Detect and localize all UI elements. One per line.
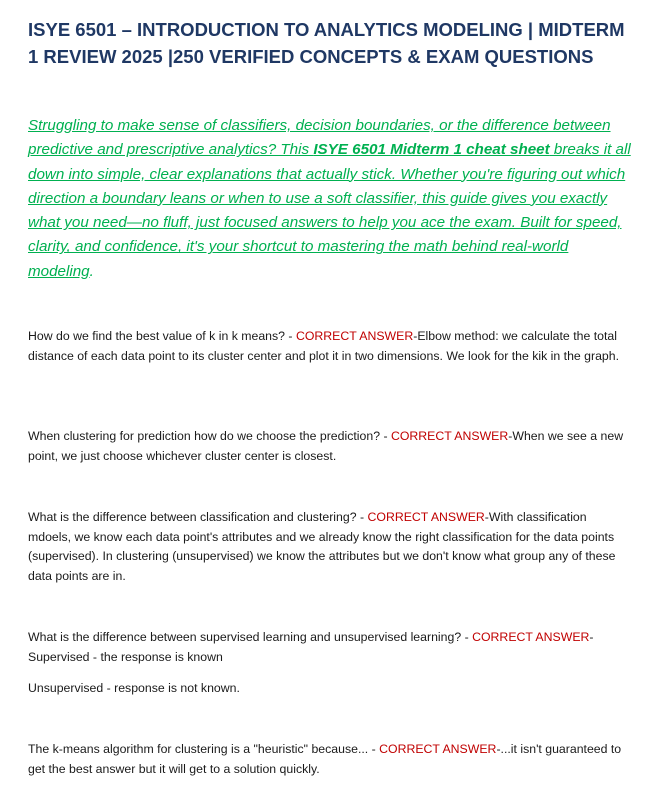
- qa-item-4-extra: Unsupervised - response is not known.: [28, 681, 240, 695]
- intro-text-1: Struggling to make sense of classifiers, decision boundaries, or the difference between predictive and prescriptive analytics? This: [28, 117, 611, 159]
- correct-answer-tag: CORRECT ANSWER: [367, 510, 485, 524]
- correct-answer-tag: CORRECT ANSWER: [472, 630, 590, 644]
- qa-item-3: [28, 508, 632, 586]
- qa-item-1: [28, 327, 632, 366]
- qa-item-5: [28, 740, 632, 779]
- answer-text: -With classification mdoels, we know each data point's attributes and we already know the right classification for the data points (supervised). In clustering (unsupervised) we know the attributes but we don't know what group any of these data points are in.: [28, 510, 616, 583]
- intro-paragraph: [28, 114, 632, 284]
- qa-item-2: [28, 427, 632, 466]
- correct-answer-tag: CORRECT ANSWER: [295, 329, 414, 343]
- question-text: How do we find the best value of k in k means? -: [28, 329, 296, 343]
- document-title: ISYE 6501 – INTRODUCTION TO ANALYTICS MODELING | MIDTERM 1 REVIEW 2025 |250 VERIFIED CONCEPTS & EXAM QUESTIONS: [28, 19, 625, 67]
- question-text: What is the difference between classification and clustering? -: [28, 510, 368, 524]
- question-text: The k-means algorithm for clustering is a "heuristic" because... -: [28, 742, 380, 756]
- intro-text-2: breaks it all down into simple, clear explanations that actually stick. Whether you're figuring out which direction a boundary leans or when to use a soft classifier, this guide gives you exactly what you need—no fluff, just focused answers to help you ace the exam. Built for speed, clarity, and confidence, it's your shortcut to mastering the math behind real-world modeling: [28, 141, 631, 280]
- answer-text: -Supervised - the response is known: [28, 630, 594, 664]
- correct-answer-tag: CORRECT ANSWER: [379, 742, 497, 756]
- question-text: When clustering for prediction how do we choose the prediction? -: [28, 429, 391, 443]
- question-text: What is the difference between supervised learning and unsupervised learning? -: [28, 630, 473, 644]
- answer-text: -When we see a new point, we just choose whichever cluster center is closest.: [28, 429, 624, 463]
- answer-text: -Elbow method: we calculate the total distance of each data point to its cluster center and plot it in two dimensions. We look for the kik in the graph.: [28, 329, 620, 363]
- qa-item-4: [28, 628, 632, 667]
- intro-end-period: .: [89, 262, 94, 280]
- answer-text: -...it isn't guaranteed to get the best answer but it will get to a solution quickly.: [28, 742, 622, 776]
- intro-bold-text: ISYE 6501 Midterm 1 cheat sheet: [313, 141, 550, 159]
- correct-answer-tag: CORRECT ANSWER: [390, 429, 509, 443]
